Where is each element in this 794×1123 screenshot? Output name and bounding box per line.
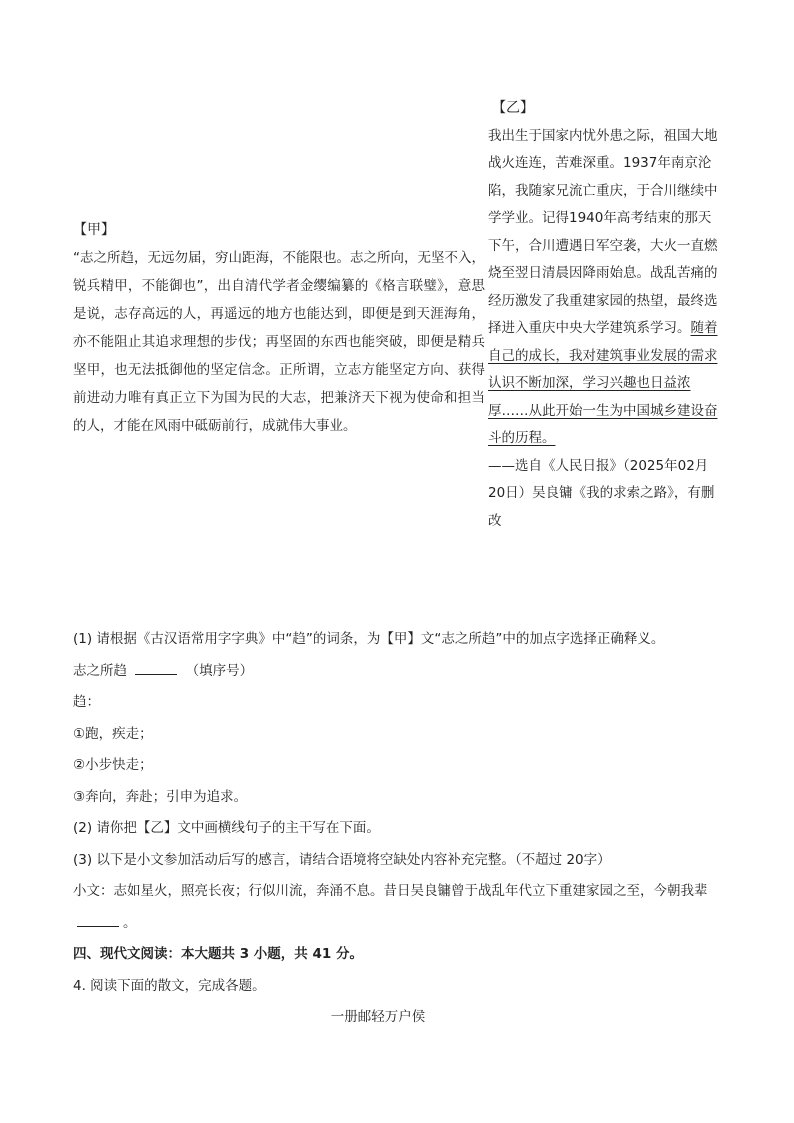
passage-jia	[73, 216, 485, 440]
question-2: (2) 请你把【乙】文中画横线句子的主干写在下面。	[73, 820, 380, 836]
passage-jia-heading: 【甲】	[73, 222, 115, 238]
question-3-text: 小文：志如星火，照亮长夜；行似川流，奔涌不息。昔日吴良镛曾于战乱年代立下重建家园之至，今朝我辈	[73, 883, 708, 899]
passage-jia-text: “志之所趋，无远勿届，穷山距海，不能限也。志之所向，无坚不入，锐兵精甲，不能御也”，出自清代学者金缨编纂的《格言联璧》，意思是说，志存高远的人，再遥远的地方也能达到，即便是到天涯海角，亦不能阻止其追求理想的步伐；再坚固的东西也能突破，即便是精兵坚甲，也无法抵御他的坚定信念。正所谓，立志方能坚定方向、获得前进动力唯有真正立下为国为民的大志，把兼济天下视为使命和担当的人，才能在风雨中砥砺前行，成就伟大事业。	[73, 250, 485, 434]
zi-label: 趋：	[73, 694, 100, 710]
answer-blank-1[interactable]	[135, 660, 177, 675]
questions	[73, 624, 733, 1034]
answer-blank-3[interactable]	[77, 912, 119, 927]
question-1: (1) 请根据《古汉语常用字字典》中“趋”的词条，为【甲】文“志之所趋”中的加点字选择正确释义。	[73, 631, 665, 647]
passage-yi-underlined-text: 随着自己的成长，我对建筑事业发展的需求认识不断加深，学习兴趣也日益浓厚……从此开始一生为中国城乡建设奋斗的历程。	[488, 320, 718, 446]
passage-yi-text: 我出生于国家内忧外患之际，祖国大地战火连连，苦难深重。1937年南京沦陷，我随家兄流亡重庆，于合川继续中学学业。记得1940年高考结束的那天下午，合川遭遇日军空袭，大火一直燃烧至翌日清晨因降雨始息。战乱苦痛的经历激发了我重建家园的热望，最终选择进入重庆中央大学建筑系学习。	[488, 127, 718, 336]
question-1-answer-line	[73, 656, 733, 688]
question-1-prefix: 志之所趋	[73, 662, 127, 679]
passage-yi-heading: 【乙】	[492, 100, 534, 116]
question-3: (3) 以下是小文参加活动后写的感言，请结合语境将空缺处内容补充完整。（不超过 20字）	[73, 851, 611, 868]
question-1-suffix: （填序号）	[185, 662, 254, 679]
question-3-end: 。	[123, 914, 137, 931]
essay-title: 一册邮轻万户侯	[330, 1009, 426, 1025]
option-2: ②小步快走；	[73, 757, 153, 773]
passage-yi-source: ——选自《人民日报》（2025年02月20日）吴良镛《我的求索之路》，有删改	[488, 457, 715, 529]
passage-yi	[488, 95, 720, 535]
option-3: ③奔向，奔赴；引申为追求。	[73, 788, 248, 805]
option-1: ①跑，疾走；	[73, 725, 153, 742]
passage-yi-body	[488, 123, 720, 453]
question-3-text-line	[73, 876, 733, 939]
section-4-item: 4. 阅读下面的散文，完成各题。	[73, 977, 266, 994]
section-4-title: 四、现代文阅读：本大题共 3 小题，共 41 分。	[73, 946, 363, 962]
